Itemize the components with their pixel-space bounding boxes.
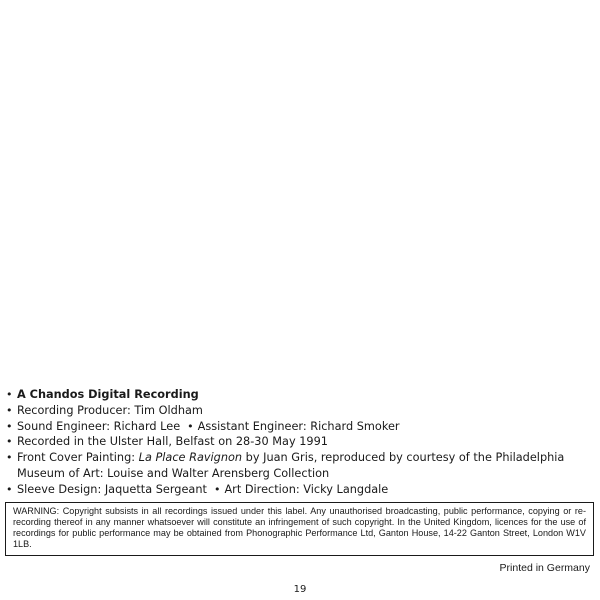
credit-design: [5, 482, 590, 498]
copyright-warning-box: [5, 502, 594, 556]
credit-engineers: [5, 419, 590, 435]
printed-in-label: Printed in Germany: [499, 562, 590, 574]
credit-art-direction: Art Direction: Vicky Langdale: [224, 482, 389, 496]
credit-digital-recording: [5, 387, 590, 403]
bullet-icon: •: [6, 388, 13, 401]
bullet-icon: •: [6, 451, 13, 465]
credits-list: [5, 387, 590, 498]
page-number: 19: [293, 584, 307, 595]
credit-assistant-engineer: Assistant Engineer: Richard Smoker: [197, 419, 400, 433]
credit-recording-venue: [5, 434, 590, 450]
bullet-icon: •: [213, 482, 221, 496]
credit-cover-suffix: by Juan Gris, reproduced by courtesy of the Philadelphia Museum of Art: Louise and Walter Arensberg Collection: [17, 451, 565, 480]
credit-text: Recording Producer: Tim Oldham: [17, 403, 203, 417]
bullet-icon: •: [6, 403, 13, 417]
credit-recording-producer: [5, 403, 590, 419]
bullet-icon: •: [187, 419, 194, 433]
bullet-icon: •: [6, 435, 13, 449]
credit-text: A Chandos Digital Recording: [17, 388, 199, 401]
credit-sound-engineer: Sound Engineer: Richard Lee: [17, 419, 181, 433]
bullet-icon: •: [6, 482, 13, 496]
bullet-icon: •: [6, 419, 13, 433]
credit-text: Recorded in the Ulster Hall, Belfast on 28-30 May 1991: [17, 435, 328, 449]
credit-cover-prefix: Front Cover Painting:: [17, 451, 139, 465]
credit-cover-painting: [5, 450, 590, 482]
credit-sleeve-design: Sleeve Design: Jaquetta Sergeant: [17, 482, 207, 496]
copyright-warning-text: WARNING: Copyright subsists in all recordings issued under this label. Any unauthorised broadcasting, public performance, copying or re-recording thereof in any manner whatsoever will constitute an infringement of such copyright. In the United Kingdom, licences for the use of recordings for public performance may be obtained from Phonographic Performance Ltd, Ganton House, 14-22 Ganton Street, London W1V 1LB.: [13, 506, 586, 549]
credit-cover-title: La Place Ravignon: [138, 451, 243, 465]
